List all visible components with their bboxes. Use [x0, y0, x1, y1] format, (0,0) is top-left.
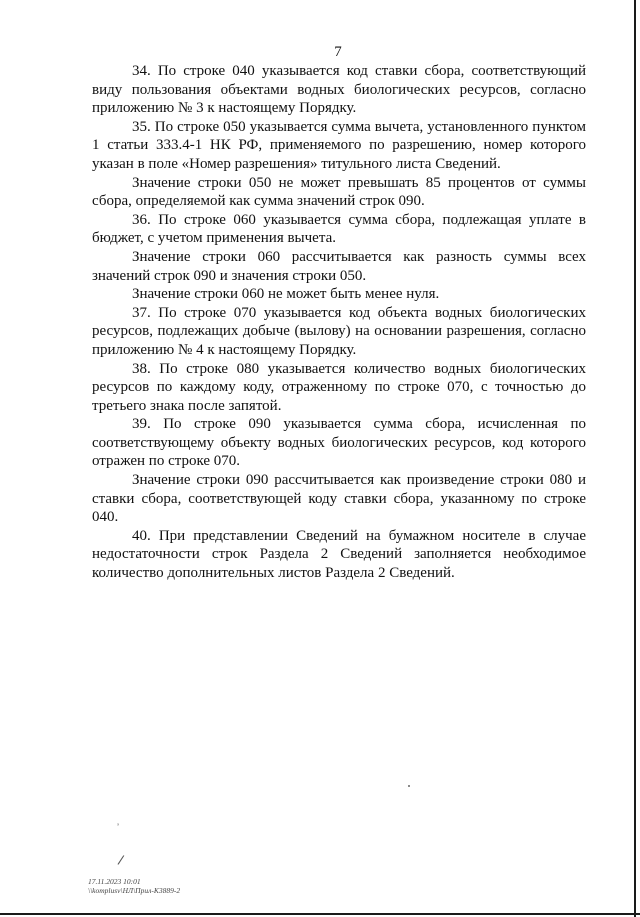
pen-mark: / [116, 851, 126, 869]
scan-edge-bottom [0, 913, 640, 915]
footer-file-path: \\komplusv\НЛ\Прил-К3889-2 [88, 886, 181, 895]
scan-speck [408, 785, 410, 787]
scan-mark: ’ [117, 822, 119, 832]
paragraph-34: 34. По строке 040 указывается код ставки сбора, соответствующий виду пользования объектами водных биологических ресурсов, согласно приложению № 3 к настоящему Порядку. [92, 63, 586, 117]
page-number: 7 [334, 44, 342, 60]
paragraph-36-note-2: Значение строки 060 не может быть менее нуля. [132, 286, 440, 303]
paragraph-35: 35. По строке 050 указывается сумма вычета, установленного пунктом 1 статьи 333.4-1 НК РФ, применяемого по разрешению, номер которого указан в поле «Номер разрешения» титульного листа Сведений. [92, 118, 586, 172]
paragraph-38: 38. По строке 080 указывается количество водных биологических ресурсов по каждому коду, отраженному по строке 070, с точностью до третьего знака после запятой. [92, 360, 586, 414]
paragraph-39-note: Значение строки 090 рассчитывается как произведение строки 080 и ставки сбора, соответствующей коду ставки сбора, указанному по строке 040. [92, 472, 586, 526]
paragraph-40: 40. При представлении Сведений на бумажном носителе в случае недостаточности строк Раздела 2 Сведений заполняется необходимое количество дополнительных листов Раздела 2 Сведений. [92, 527, 586, 582]
paragraph-35-note: Значение строки 050 не может превышать 85 процентов от суммы сбора, определяемой как сумма значений строк 090. [92, 174, 586, 210]
document-footer [88, 877, 180, 895]
scan-edge-right [634, 0, 636, 917]
footer-timestamp: 17.11.2023 10:01 [88, 877, 141, 886]
document-body [92, 62, 586, 583]
paragraph-37: 37. По строке 070 указывается код объекта водных биологических ресурсов, подлежащих добыче (вылову) на основании разрешения, согласно приложению № 4 к настоящему Порядку. [92, 304, 586, 358]
paragraph-36: 36. По строке 060 указывается сумма сбора, подлежащая уплате в бюджет, с учетом применения вычета. [92, 211, 586, 247]
paragraph-36-note-1: Значение строки 060 рассчитывается как разность суммы всех значений строк 090 и значения строки 050. [92, 248, 586, 284]
paragraph-39: 39. По строке 090 указывается сумма сбора, исчисленная по соответствующему объекту водных биологических ресурсов, код которого отражен по строке 070. [92, 416, 586, 470]
